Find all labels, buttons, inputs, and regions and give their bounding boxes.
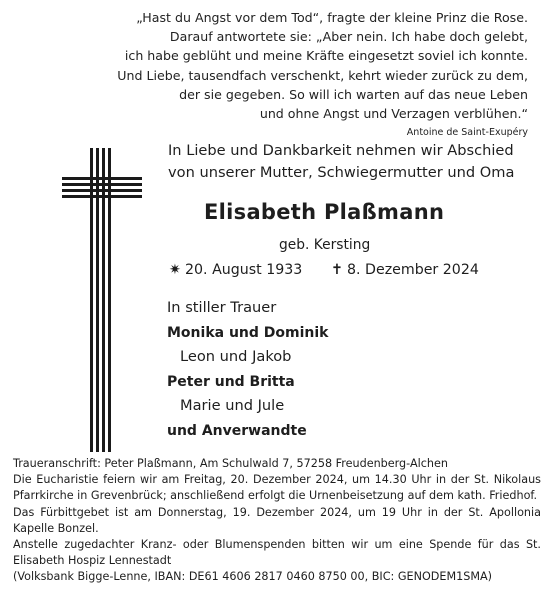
mourners-list: [167, 296, 328, 443]
intro-line: von unserer Mutter, Schwiegermutter und Oma: [168, 164, 515, 181]
family-name: Monika und Dominik: [167, 325, 329, 341]
quote-line: und ohne Angst und Verzagen verblühen.“: [259, 106, 528, 122]
bank-details: (Volksbank Bigge-Lenne, IBAN: DE61 4606 2817 0460 8750 00, BIC: GENODEM1SMA): [13, 570, 492, 584]
service-info: [13, 456, 541, 586]
cross-icon: [62, 148, 142, 452]
family-name: Peter und Britta: [167, 374, 295, 390]
quote-line: Und Liebe, tausendfach verschenkt, kehrt wieder zurück zu dem,: [117, 67, 528, 83]
birth-name: geb. Kersting: [279, 237, 371, 253]
eucharist-notice: Die Eucharistie feiern wir am Freitag, 20. Dezember 2024, um 14.30 Uhr in der St. Nikolaus Pfarrkirche in Grevenbrück; anschließend erfolgt die Urnenbeisetzung auf dem kath. Friedhof.: [13, 473, 541, 503]
quote-line: der sie gegeben. So will ich warten auf das neue Leben: [179, 86, 528, 102]
life-dates: [169, 262, 479, 278]
intro-line: In Liebe und Dankbarkeit nehmen wir Abschied: [168, 142, 514, 159]
mourners-heading: In stiller Trauer: [167, 299, 277, 316]
mourning-address: Traueranschrift: Peter Plaßmann, Am Schulwald 7, 57258 Freudenberg-Alchen: [13, 457, 448, 470]
death-date: 8. Dezember 2024: [347, 262, 479, 278]
birth-star-icon: ✷: [169, 262, 181, 278]
farewell-intro: [168, 140, 514, 184]
family-children: Leon und Jakob: [180, 348, 292, 365]
prayer-notice: Das Fürbittgebet ist am Donnerstag, 19. Dezember 2024, um 19 Uhr in der St. Apollonia Kapelle Bonzel.: [13, 505, 541, 535]
donation-notice: Anstelle zugedachter Kranz- oder Blumenspenden bitten wir um eine Spende für das St. Elisabeth Hospiz Lennestadt: [13, 538, 541, 568]
family-children: Marie und Jule: [180, 397, 285, 414]
quote-author: Antoine de Saint-Exupéry: [406, 127, 528, 139]
relatives-line: und Anverwandte: [167, 423, 307, 439]
death-cross-icon: ✝: [331, 262, 343, 278]
quote-line: ich habe geblüht und meine Kräfte eingesetzt soviel ich konnte.: [124, 48, 528, 64]
quote-line: „Hast du Angst vor dem Tod“, fragte der kleine Prinz die Rose.: [136, 10, 528, 25]
quote-line: Darauf antwortete sie: „Aber nein. Ich habe doch gelebt,: [169, 29, 528, 45]
quote-block: [58, 8, 528, 141]
birth-date: 20. August 1933: [185, 262, 303, 278]
deceased-name: Elisabeth Plaßmann: [204, 200, 445, 224]
